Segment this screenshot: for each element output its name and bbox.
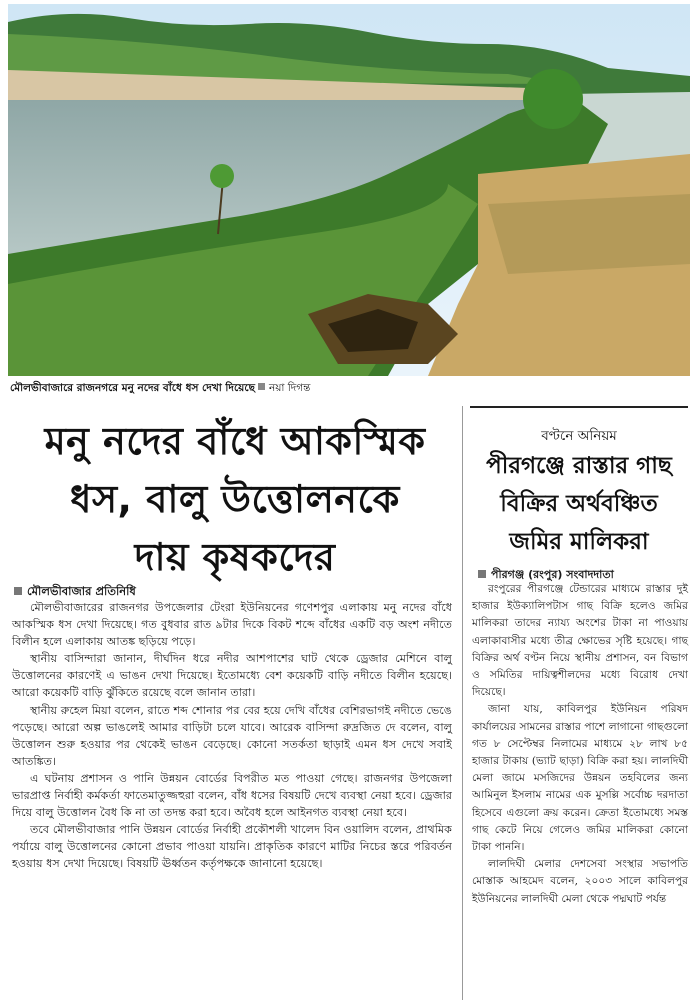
- paragraph: স্থানীয় রুহেল মিয়া বলেন, রাতে শব্দ শোনার পর বের হয়ে দেখি বাঁধের বেশিরভাগই নদীতে ভেঙে পড়েছে। আরো অল্প ভাঙলেই আমার বাড়িটা চলে যাবে। আরেক বাসিন্দা রুদ্রজিত দে বলেন, বালু উত্তোলন শুরু হওয়ার পর থেকেই ভাঙন বেড়েছে। কোনো সতর্কতা ছাড়াই এমন ধস দেখে সবাই আতঙ্কিত।: [12, 703, 452, 768]
- headline-line: ধস, বালু উত্তোলনকে: [70, 477, 400, 521]
- paragraph: এ ঘটনায় প্রশাসন ও পানি উন্নয়ন বোর্ডের বিপরীত মত পাওয়া গেছে। রাজনগর উপজেলা ভারপ্রাপ্ত নির্বাহী কর্মকর্তা ফাতেমাতুজ্জহুরা বলেন, বাঁধ ধসের বিষয়টি দেখে ব্যবস্থা নেয়া হবে। ড্রেজার দিয়ে বালু উত্তোলন বৈধ কি না তা তদন্ত করা হবে। অবৈধ হলে আইনগত ব্যবস্থা নেয়া হবে।: [12, 771, 452, 820]
- photo-credit: নয়া দিগন্ত: [268, 382, 311, 394]
- square-bullet-icon: [14, 587, 22, 595]
- caption-text: মৌলভীবাজারে রাজনগরে মনু নদের বাঁধে ধস দেখা দিয়েছে: [10, 382, 255, 394]
- paragraph: স্থানীয় বাসিন্দারা জানান, দীর্ঘদিন ধরে নদীর আশপাশের ঘাট থেকে ড্রেজার মেশিনে বালু উত্তোলনের কারণেই এ ভাঙন দেখা দিয়েছে। ইতোমধ্যে বেশ কয়েকটি বাড়ি নদীতে বিলীন হয়েছে। আরো কয়েকটি বাড়ি ঝুঁকিতে রয়েছে বলে জানান তারা।: [12, 652, 452, 700]
- square-bullet-icon: [258, 383, 265, 390]
- byline-text: পীরগঞ্জ (রংপুর) সংবাদদাতা: [491, 568, 614, 581]
- headline-line: দায় কৃষকদের: [134, 535, 336, 579]
- headline-line: জমির মালিকরা: [509, 529, 649, 555]
- side-column-top-rule: [470, 406, 688, 408]
- headline-line: মনু নদের বাঁধে আকস্মিক: [44, 419, 426, 463]
- headline-line: পীরগঞ্জে রাস্তার গাছ: [486, 453, 672, 479]
- byline-text: মৌলভীবাজার প্রতিনিধি: [27, 584, 136, 598]
- paragraph: তবে মৌলভীবাজার পানি উন্নয়ন বোর্ডের নির্বাহী প্রকৌশলী খালেদ বিন ওয়ালিদ বলেন, প্রাথমিক পর্যায়ে বালু উত্তোলনের কোনো প্রভাব পাওয়া যায়নি। প্রাকৃতিক কারণে মাটির নিচের স্তরে পরিবর্তন হওয়ায় ধস দেখা দিয়েছে। বিষয়টি ঊর্ধ্বতন কর্তৃপক্ষকে জানানো হয়েছে।: [12, 823, 452, 871]
- paragraph: রংপুরের পীরগঞ্জে টেন্ডারের মাধ্যমে রাস্তার দুই হাজার ইউক্যালিপটাস গাছ বিক্রি হলেও জমির মালিকরা তাদের ন্যায্য অংশের টাকা না পাওয়ায় এলাকাবাসীর মধ্যে তীব্র ক্ষোভের সৃষ্টি হয়েছে। গাছ বিক্রির অর্থ বণ্টন নিয়ে স্থানীয় প্রশাসন, বন বিভাগ ও সমিতির দায়িত্বশীলদের মধ্যে বিরোধ দেখা দিয়েছে।: [472, 583, 688, 699]
- column-divider: [462, 406, 463, 1000]
- main-article-body: [12, 599, 452, 873]
- news-photo: [8, 4, 690, 376]
- river-embankment-photo: [8, 4, 690, 376]
- side-article-body: [472, 581, 688, 908]
- square-bullet-icon: [478, 570, 486, 578]
- headline-line: বিক্রির অর্থবঞ্চিত: [500, 491, 658, 517]
- side-headline: [468, 447, 690, 561]
- photo-caption: [10, 381, 690, 398]
- paragraph: জানা যায়, কাবিলপুর ইউনিয়ন পরিষদ কার্যালয়ের সামনের রাস্তার পাশে লাগানো গাছগুলো গত ৮ সেপ্টেম্বর নিলামের মাধ্যমে ২৮ লাখ ৮৫ হাজার টাকায় (ভ্যাট ছাড়া) বিক্রি করা হয়। লালদিঘী মেলা জামে মসজিদের উন্নয়ন তহবিলের জন্য আমিনুল ইসলাম নামের এক মুসল্লি সর্বোচ্চ দরদাতা হিসেবে এগুলো ক্রয় করেন। ক্রেতা ইতোমধ্যে সমস্ত গাছ কেটে নিয়ে গেলেও জমির মালিকরা কোনো টাকা পাননি।: [472, 703, 688, 854]
- paragraph: মৌলভীবাজারের রাজনগর উপজেলার টেংরা ইউনিয়নের গণেশপুর এলাকায় মনু নদের বাঁধে আকস্মিক ধস দেখা দিয়েছে। গত বুধবার রাত ৯টার দিকে বিকট শব্দে বাঁধের একটি বড় অংশ নদীতে বিলীন হলে এলাকায় আতঙ্ক ছড়িয়ে পড়ে।: [12, 601, 452, 649]
- paragraph: লালদিঘী মেলার দেশসেবা সংস্থার সভাপতি মোস্তাক আহমেদ বলেন, ২০০৩ সালে কাবিলপুর ইউনিয়নের লালদিঘী মেলা থেকে পদ্মঘাট পর্যন্ত: [472, 858, 688, 905]
- main-headline: [10, 412, 460, 586]
- side-kicker: বণ্টনে অনিয়ম: [541, 428, 617, 444]
